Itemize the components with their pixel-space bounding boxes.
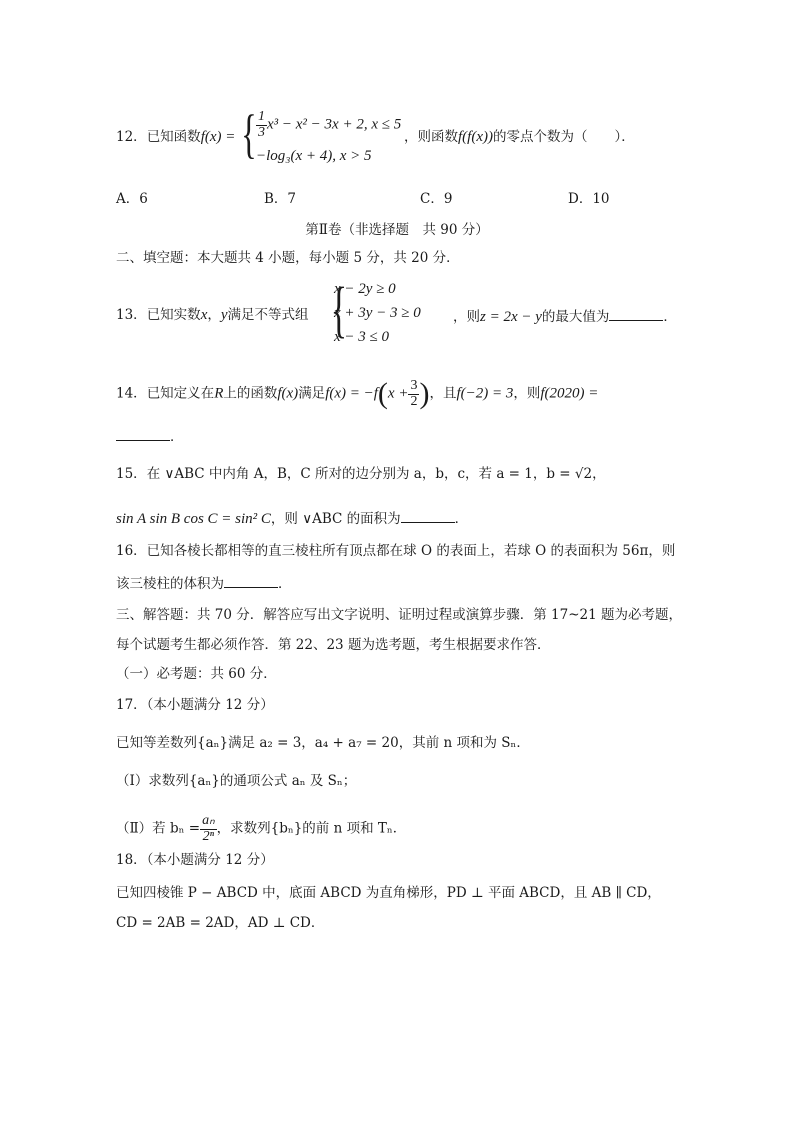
q12-ffx: f(f(x))	[458, 129, 493, 145]
q14-text5: ，则	[513, 385, 541, 402]
q13-prefix: 已知实数	[146, 307, 201, 323]
part2-title: 第Ⅱ卷（非选择题 共 90 分）	[305, 222, 489, 238]
q13-then: ，则	[453, 309, 480, 325]
q14-fx: f(x)	[277, 385, 299, 402]
q14-paren-open: (	[377, 377, 388, 410]
q17-header: 17．（本小题满分 12 分）	[116, 697, 274, 713]
q12-tail	[404, 128, 635, 146]
q14-number: 14．	[116, 385, 147, 402]
q14-text4: ，且	[429, 385, 457, 402]
section3-line2: 每个试题考生都必须作答．第 22、23 题为选考题，考生根据要求作答．	[116, 637, 551, 653]
q15-answer-blank[interactable]	[401, 508, 455, 523]
q13-sep: ，	[207, 307, 221, 323]
q13-brace: {	[330, 276, 348, 344]
q14-line	[116, 376, 598, 412]
q12-case2: −log₃(x + 4), x > 5	[256, 148, 372, 164]
section3-line3: （一）必考题：共 60 分．	[116, 666, 277, 682]
q18-line2: CD = 2AB = 2AD，AD ⊥ CD．	[116, 915, 325, 931]
q13-ineq2: x + 3y − 3 ≥ 0	[334, 305, 421, 321]
q16-ask: 该三棱柱的体积为	[116, 576, 224, 592]
q14-answer-blank[interactable]	[116, 426, 170, 441]
q12-choice-b: B．7	[264, 191, 297, 207]
q17-part1: （Ⅰ）求数列{aₙ}的通项公式 aₙ 及 Sₙ；	[116, 773, 357, 789]
q14-end: ．	[170, 429, 184, 445]
q15-text: 在 ∨ABC 中内角 A，B，C 所对的边分别为 a，b，c，若 a = 1，b = √2，	[146, 466, 606, 482]
q13-suffix: 的最大值为	[541, 309, 610, 325]
q12-line	[116, 128, 235, 146]
q12-brace: {	[241, 104, 257, 164]
q13-var-y: y	[220, 307, 228, 323]
q14-fraction: $\frac{3}{2}$	[410, 377, 418, 409]
q14-condition: f(−2) = 3	[456, 385, 514, 402]
q14-paren-close: )	[419, 377, 430, 410]
section2-heading: 二、填空题：本大题共 4 小题，每小题 5 分，共 20 分．	[116, 250, 460, 266]
q13-number: 13．	[116, 307, 147, 323]
q13-line	[116, 306, 309, 324]
q15-line1	[116, 466, 606, 482]
q12-fx: f(x) =	[200, 129, 236, 145]
q17-part2-pre: （Ⅱ）若 bₙ =	[116, 820, 201, 837]
q14-R: R	[214, 385, 224, 402]
q14-text3: 满足	[298, 385, 326, 402]
q15-equation: sin A sin B cos C = sin² C	[116, 511, 271, 527]
q16-line2	[116, 573, 292, 592]
q14-ask: f(2020) =	[540, 385, 599, 402]
q12-choice-d: D．10	[568, 191, 610, 207]
q17-fraction: $\frac{\text{aₙ}}{\text{2ⁿ}}$	[202, 813, 215, 844]
q14-equation: f(x) = −f	[325, 385, 378, 402]
q16-end: ．	[278, 576, 292, 592]
q18-header: 18．（本小题满分 12 分）	[116, 852, 274, 868]
q15-number: 15．	[116, 466, 147, 482]
q18-line1: 已知四棱锥 P − ABCD 中，底面 ABCD 为直角梯形，PD ⊥ 平面 ABCD，且 AB ∥ CD，	[116, 885, 661, 901]
q16-line1: 16．已知各棱长都相等的直三棱柱所有顶点都在球 O 的表面上，若球 O 的表面积为 56π，则	[116, 543, 676, 559]
q13-ineq1: x − 2y ≥ 0	[334, 281, 396, 297]
q12-coefficient: $\frac{1}{3}$	[258, 109, 265, 140]
q15-ask: ，则 ∨ABC 的面积为	[270, 511, 401, 527]
q13-end: ．	[663, 309, 677, 325]
q13-objective: z = 2x − y	[480, 309, 542, 325]
q13-mid: 满足不等式组	[227, 307, 309, 323]
q12-case1: $\frac{1}{3}$ x³ − x² − 3x + 2, x ≤ 5	[258, 109, 402, 140]
q14-inner: x +	[387, 385, 409, 402]
q16-answer-blank[interactable]	[224, 573, 278, 588]
q13-var-x: x	[200, 307, 208, 323]
q17-part2-post: ，求数列{bₙ}的前 n 项和 Tₙ．	[216, 820, 407, 837]
section3-line1: 三、解答题：共 70 分．解答应写出文字说明、证明过程或演算步骤．第 17~21 题为必考题，	[116, 607, 683, 623]
q13-answer-blank[interactable]	[609, 306, 663, 321]
q17-part2	[116, 814, 406, 844]
q12-suffix: 的零点个数为（ ）．	[492, 129, 635, 145]
q12-prefix: 已知函数	[146, 129, 201, 145]
q14-text2: 上的函数	[223, 385, 278, 402]
q12-middle: ，则函数	[404, 129, 458, 145]
q12-choice-a: A．6	[116, 191, 148, 207]
q12-number: 12．	[116, 129, 147, 145]
q13-ineq3: x − 3 ≤ 0	[334, 329, 390, 345]
q15-line2	[116, 508, 468, 528]
q14-text1: 已知定义在	[146, 385, 215, 402]
q17-stem: 已知等差数列{aₙ}满足 a₂ = 3，a₄ + a₇ = 20，其前 n 项和为 Sₙ．	[116, 735, 530, 751]
q15-end: ．	[454, 511, 469, 527]
q14-answer-line	[116, 426, 184, 445]
q13-tail	[453, 306, 677, 326]
q12-choice-c: C．9	[420, 191, 453, 207]
